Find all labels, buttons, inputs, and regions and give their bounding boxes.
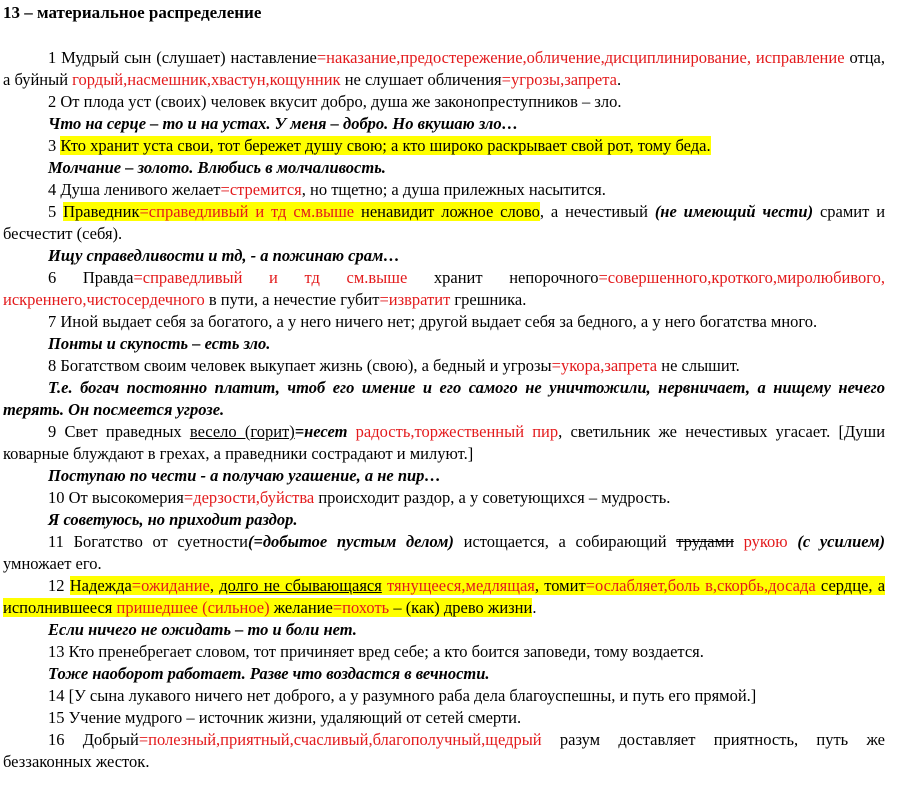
emphasis-span: =несет <box>294 422 348 441</box>
text-span: 5 <box>48 202 64 221</box>
verse-paragraph <box>3 707 885 729</box>
highlighted-span: Кто хранит уста свои, тот бережет душу свою; а кто широко раскрывает свой рот, тому беда. <box>60 136 711 155</box>
text-span: разум доставляет приятность, путь же беззаконных жесток. <box>3 730 885 771</box>
text-span: истощается, а собирающий <box>453 532 677 551</box>
commentary-line <box>3 377 885 421</box>
text-span: , а нечестивый <box>539 202 655 221</box>
emphasis-span: (не имеющий чести) <box>654 202 814 221</box>
annotation-span: пришедшее (сильное) <box>116 598 270 617</box>
highlighted-span: долго не сбывающаяся <box>219 576 382 595</box>
annotation-span: =извратит <box>379 290 451 309</box>
verse-paragraph <box>3 201 885 245</box>
text-span: весело (горит) <box>189 422 295 441</box>
text-span: 3 <box>48 136 61 155</box>
text-span: Понты и скупость – есть зло. <box>48 334 271 353</box>
commentary-line <box>3 509 885 531</box>
verse-paragraph <box>3 91 885 113</box>
text-span: 9 Свет праведных <box>48 422 190 441</box>
annotation-span: =дерзости,буйства <box>183 488 315 507</box>
highlighted-span: желание <box>269 598 333 617</box>
text-span <box>788 532 798 551</box>
text-span: , но тщетно; а душа прилежных насытится. <box>301 180 606 199</box>
text-span: 12 <box>48 576 70 595</box>
text-span: срамит и бесчестит (себя). <box>3 202 886 243</box>
text-span: 10 От высокомерия <box>48 488 184 507</box>
text-span: 14 [У сына лукавого ничего нет доброго, а у разумного раба дела благоуспешны, и путь его прямой.] <box>48 686 757 705</box>
text-span: трудами <box>676 532 734 551</box>
text-span: 7 Иной выдает себя за богатого, а у него ничего нет; другой выдает себя за бедного, а у него богатства много. <box>48 312 818 331</box>
verse-paragraph <box>3 47 885 91</box>
text-span: 15 Учение мудрого – источник жизни, удаляющий от сетей смерти. <box>48 708 522 727</box>
commentary-line <box>3 113 885 135</box>
text-span: 6 Правда <box>48 268 134 287</box>
annotation-span: рукою <box>743 532 788 551</box>
text-span: Я советуюсь, но приходит раздор. <box>48 510 298 529</box>
text-span: хранит непорочного <box>407 268 599 287</box>
text-span: 1 Мудрый сын (слушает) наставление <box>48 48 317 67</box>
emphasis-span: (с усилием) <box>797 532 886 551</box>
annotation-span: =справедливый и тд см.выше <box>139 202 355 221</box>
verse-paragraph <box>3 311 885 333</box>
commentary-line <box>3 245 885 267</box>
highlighted-span: Праведник <box>63 202 140 221</box>
commentary-line <box>3 663 885 685</box>
annotation-span: =похоть <box>332 598 390 617</box>
text-span: 4 Душа ленивого желает <box>48 180 221 199</box>
annotation-span: тянущееся,медлящая <box>387 576 535 595</box>
verse-paragraph <box>3 729 885 773</box>
text-span: Ищу справедливости и тд, - а пожинаю срам… <box>48 246 400 265</box>
commentary-line <box>3 619 885 641</box>
text-span: . <box>616 70 622 89</box>
text-span: в пути, а нечестие губит <box>204 290 380 309</box>
text-span: отца, а буйный <box>3 48 885 89</box>
annotation-span: =ослабляет,боль в,скорбь,досада <box>585 576 816 595</box>
annotation-span: =ожидание <box>131 576 210 595</box>
text-span: Т.е. богач постоянно платит, чтоб его имение и его самого не уничтожили, нервничает, а нищему нечего терять. Он посмеется угрозе. <box>3 378 885 419</box>
annotation-span: =укора,запрета <box>551 356 658 375</box>
verse-paragraph <box>3 421 885 465</box>
annotation-span: =наказание,предостережение,обличение,дисциплинирование, исправление <box>316 48 845 67</box>
highlighted-span: Надежда <box>69 576 132 595</box>
text-span <box>734 532 744 551</box>
text-span: 13 Кто пренебрегает словом, тот причиняет вред себе; а кто боится заповеди, тому воздается. <box>48 642 704 661</box>
annotation-span: радость,торжественный пир <box>355 422 559 441</box>
verse-paragraph <box>3 267 885 311</box>
highlighted-span: ненавидит ложное слово <box>354 202 540 221</box>
annotation-span: =справедливый и тд см.выше <box>133 268 408 287</box>
commentary-line <box>3 465 885 487</box>
commentary-line <box>3 157 885 179</box>
highlighted-span: , <box>209 576 220 595</box>
text-span <box>347 422 355 441</box>
text-span: . <box>532 598 537 617</box>
verse-paragraph <box>3 355 885 377</box>
highlighted-span: сердце, а исполнившееся <box>3 576 886 617</box>
text-span: Тоже наоборот работает. Разве что воздастся в вечности. <box>48 664 490 683</box>
verse-paragraph <box>3 487 885 509</box>
text-span: не слышит. <box>657 356 740 375</box>
text-span: Молчание – золото. Влюбись в молчаливость. <box>48 158 386 177</box>
text-span: Что на серце – то и на устах. У меня – добро. Но вкушаю зло… <box>48 114 519 133</box>
commentary-line <box>3 333 885 355</box>
verse-paragraph <box>3 531 885 575</box>
text-span: Поступаю по чести - а получаю угашение, а не пир… <box>48 466 441 485</box>
text-span: 2 От плода уст (своих) человек вкусит добро, душа же законопреступников – зло. <box>48 92 622 111</box>
annotation-span: гордый,насмешник,хвастун,кощунник <box>72 70 341 89</box>
document-body <box>3 47 885 773</box>
highlighted-span: – (как) древо жизни <box>389 598 533 617</box>
text-span: 16 Добрый <box>48 730 139 749</box>
text-span: грешника. <box>450 290 527 309</box>
verse-paragraph <box>3 685 885 707</box>
annotation-span: =стремится <box>220 180 302 199</box>
verse-paragraph <box>3 135 885 157</box>
text-span: умножает его. <box>3 554 102 573</box>
emphasis-span: (=добытое пустым делом) <box>247 532 454 551</box>
annotation-span: =полезный,приятный,счасливый,благополучный,щедрый <box>138 730 542 749</box>
highlighted-span: , томит <box>534 576 586 595</box>
annotation-span: =угрозы,запрета <box>501 70 617 89</box>
verse-paragraph <box>3 179 885 201</box>
verse-paragraph <box>3 575 885 619</box>
text-span: , светильник же нечестивых угасает. [Души коварные блуждают в грехах, а праведники сострадают и милуют.] <box>3 422 886 463</box>
text-span: не слушает обличения <box>340 70 502 89</box>
text-span: 8 Богатством своим человек выкупает жизнь (свою), а бедный и угрозы <box>48 356 552 375</box>
document-title: 13 – материальное распределение <box>3 3 262 22</box>
annotation-span: =совершенного,кроткого,миролюбивого, искреннего,чистосердечного <box>3 268 885 309</box>
text-span: происходит раздор, а у советующихся – мудрость. <box>314 488 671 507</box>
text-span: Если ничего не ожидать – то и боли нет. <box>48 620 357 639</box>
text-span: 11 Богатство от суетности <box>48 532 248 551</box>
verse-paragraph <box>3 641 885 663</box>
